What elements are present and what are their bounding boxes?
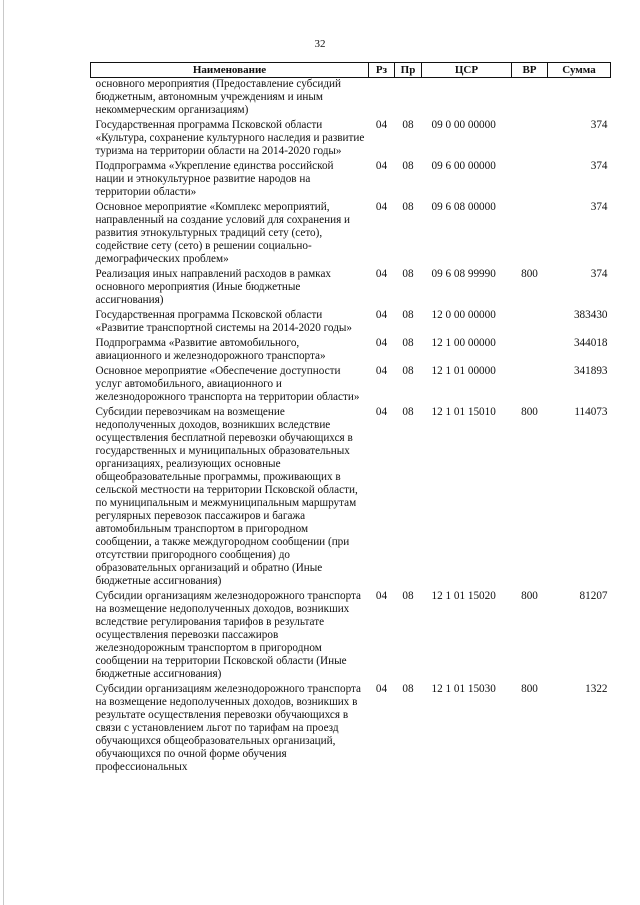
row-rz: 04 bbox=[375, 365, 388, 377]
row-name: Государственная программа Псковской области «Развитие транспортной системы на 2014-2020 годы» bbox=[95, 309, 352, 334]
row-name: Реализация иных направлений расходов в рамках основного мероприятия (Иные бюджетные ассигнования) bbox=[95, 268, 332, 306]
row-name: Подпрограмма «Развитие автомобильного, авиационного и железнодорожного транспорта» bbox=[95, 337, 326, 362]
row-name: Субсидии организациям железнодорожного транспорта на возмещение недополученных доходов, возникших вследствие регулирования тарифов в результате осуществления перевозки пассажиров железнодорожным транспортом в пригородном сообщении на территории Псковской области (Иные бюджетные ассигнования) bbox=[95, 590, 362, 680]
row-vr bbox=[512, 160, 548, 201]
table-header bbox=[91, 63, 611, 78]
table-row bbox=[91, 406, 611, 590]
table-row bbox=[91, 683, 611, 776]
row-pr: 08 bbox=[402, 406, 414, 418]
row-sum: 1322 bbox=[585, 683, 608, 695]
row-csr bbox=[422, 78, 512, 120]
row-sum bbox=[548, 78, 611, 120]
row-vr: 800 bbox=[521, 268, 538, 280]
page-number: 32 bbox=[314, 38, 326, 50]
row-rz: 04 bbox=[375, 160, 388, 172]
row-name: Субсидии перевозчикам на возмещение недополученных доходов, возникших вследствие осуществления бесплатной перевозки обучающихся в государственных и муниципальных образовательных организациях, реализующих основные общеобразовательные программы, проживающих в сельской местности на территории Псковской области, по муниципальным и межмуниципальным маршрутам регулярных перевозок пассажиров и багажа автомобильным транспортом в пригородном сообщении, а также междугородном сообщении (при отсутствии пригородного сообщения) до образовательных организаций и обратно (Иные бюджетные ассигнования) bbox=[95, 406, 358, 587]
row-name: Основное мероприятие «Комплекс мероприятий, направленный на создание условий для сохранения и развития этнокультурных традиций сету (сето), содействие сету (сето) в решении социально-демографических проблем» bbox=[95, 201, 351, 265]
row-name: основного мероприятия (Предоставление субсидий бюджетным, автономным учреждениям и иным некоммерческим организациям) bbox=[95, 78, 341, 116]
row-pr: 08 bbox=[402, 160, 414, 172]
row-pr: 08 bbox=[402, 365, 414, 377]
row-vr bbox=[512, 201, 548, 268]
row-rz: 04 bbox=[375, 337, 388, 349]
row-rz: 04 bbox=[375, 119, 388, 131]
row-vr bbox=[512, 309, 548, 337]
row-sum: 374 bbox=[590, 160, 608, 172]
row-vr bbox=[512, 119, 548, 160]
row-csr: 12 1 01 00000 bbox=[431, 365, 496, 377]
table-row bbox=[91, 160, 611, 201]
row-sum: 341893 bbox=[573, 365, 608, 377]
row-vr: 800 bbox=[521, 406, 538, 418]
row-sum: 344018 bbox=[573, 337, 608, 349]
header-pr: Пр bbox=[395, 63, 422, 78]
row-csr: 09 6 08 00000 bbox=[431, 201, 496, 213]
table-row bbox=[91, 268, 611, 309]
header-sum: Сумма bbox=[548, 63, 611, 78]
row-rz: 04 bbox=[375, 309, 388, 321]
row-csr: 12 1 01 15010 bbox=[431, 406, 496, 418]
row-sum: 374 bbox=[590, 119, 608, 131]
row-pr: 08 bbox=[402, 590, 414, 602]
header-csr: ЦСР bbox=[422, 63, 512, 78]
row-csr: 09 6 00 00000 bbox=[431, 160, 496, 172]
row-vr bbox=[512, 337, 548, 365]
row-rz: 04 bbox=[375, 201, 388, 213]
row-vr bbox=[512, 78, 548, 120]
row-vr: 800 bbox=[521, 590, 538, 602]
table-row bbox=[91, 119, 611, 160]
row-vr: 800 bbox=[521, 683, 538, 695]
table-row bbox=[91, 309, 611, 337]
row-name: Субсидии организациям железнодорожного транспорта на возмещение недополученных доходов, возникших в результате осуществления перевозки обучающихся в связи с установлением льгот по тарифам на проезд обучающихся общеобразовательных организаций, обучающихся по очной форме обучения профессиональных bbox=[95, 683, 362, 773]
table-body bbox=[91, 78, 611, 777]
header-rz: Рз bbox=[369, 63, 395, 78]
row-name: Основное мероприятие «Обеспечение доступности услуг автомобильного, авиационного и железнодорожного транспорта на территории области» bbox=[95, 365, 360, 403]
row-sum: 383430 bbox=[573, 309, 608, 321]
table-row bbox=[91, 590, 611, 683]
header-row bbox=[91, 63, 611, 78]
row-sum: 81207 bbox=[579, 590, 608, 602]
row-rz: 04 bbox=[375, 406, 388, 418]
row-vr bbox=[512, 365, 548, 406]
row-csr: 12 0 00 00000 bbox=[431, 309, 496, 321]
row-rz: 04 bbox=[375, 683, 388, 695]
header-vr: ВР bbox=[512, 63, 548, 78]
budget-table bbox=[90, 62, 611, 776]
row-csr: 12 1 00 00000 bbox=[431, 337, 496, 349]
row-pr: 08 bbox=[402, 309, 414, 321]
row-csr: 09 6 08 99990 bbox=[431, 268, 496, 280]
row-sum: 374 bbox=[590, 268, 608, 280]
row-name: Подпрограмма «Укрепление единства российской нации и этнокультурное развитие народов на территории области» bbox=[95, 160, 334, 198]
row-pr: 08 bbox=[402, 201, 414, 213]
row-rz: 04 bbox=[375, 590, 388, 602]
table-row bbox=[91, 78, 611, 120]
row-pr: 08 bbox=[402, 337, 414, 349]
row-sum: 374 bbox=[590, 201, 608, 213]
row-csr: 12 1 01 15020 bbox=[431, 590, 496, 602]
table-row bbox=[91, 337, 611, 365]
header-name: Наименование bbox=[91, 63, 369, 78]
table-row bbox=[91, 201, 611, 268]
row-pr: 08 bbox=[402, 268, 414, 280]
row-pr: 08 bbox=[402, 683, 414, 695]
row-sum: 114073 bbox=[574, 406, 608, 418]
row-name: Государственная программа Псковской области «Культура, сохранение культурного наследия и развитие туризма на территории области на 2014-2020 годы» bbox=[95, 119, 365, 157]
row-rz: 04 bbox=[375, 268, 388, 280]
row-csr: 09 0 00 00000 bbox=[431, 119, 496, 131]
row-csr: 12 1 01 15030 bbox=[431, 683, 496, 695]
table-row bbox=[91, 365, 611, 406]
scan-edge-line bbox=[3, 0, 4, 905]
row-pr bbox=[395, 78, 422, 120]
row-rz bbox=[369, 78, 395, 120]
row-pr: 08 bbox=[402, 119, 414, 131]
